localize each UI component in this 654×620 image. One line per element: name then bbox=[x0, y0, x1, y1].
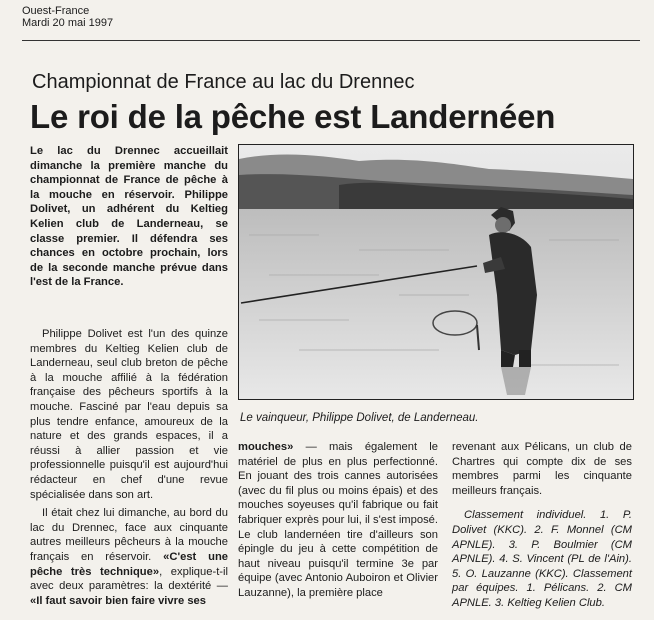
paper-name: Ouest-France bbox=[22, 5, 90, 17]
masthead-rule bbox=[22, 40, 640, 41]
article-headline: Le roi de la pêche est Landernéen bbox=[30, 98, 556, 135]
publication-date: Mardi 20 mai 1997 bbox=[22, 17, 114, 29]
body-paragraph bbox=[238, 440, 438, 601]
body-text: Il était chez lui dimanche, au bord du lac du Drennec, face aux cinquante autres meilleurs pêcheurs à la mouche français en réservoir. bbox=[30, 507, 228, 563]
body-column-1 bbox=[30, 327, 228, 612]
article-kicker: Championnat de France au lac du Drennec bbox=[32, 71, 415, 93]
body-paragraph: revenant aux Pélicans, un club de Chartres qui compte dix de ses membres parmi les cinquante meilleurs français. bbox=[452, 441, 632, 497]
body-text: , explique-t-il avec deux paramètres: la dextérité — bbox=[30, 565, 228, 593]
article-lede bbox=[30, 144, 228, 294]
masthead bbox=[22, 5, 113, 29]
quote-text: «Il faut savoir bien faire vivre ses bbox=[30, 594, 206, 607]
body-text: — mais également le matériel de plus en plus perfectionné. En jouant des trois cannes autorisées (avec du fil plus ou moins épais) et des mouches soyeuses qu'il fabrique ou fait fabriquer exprès pour lui, il s'est imposé. Le club landernéen tire d'ailleurs son épingle du jeu à cette compétition de haut niveau puisqu'il termine 3e par équipe (avec Antonio Auboiron et Olivier Lauzanne), la première place bbox=[238, 441, 438, 599]
photo-image bbox=[239, 145, 633, 399]
quote-text: «C'est une pêche très technique» bbox=[30, 550, 228, 578]
body-column-3 bbox=[452, 440, 632, 615]
angler-photo bbox=[238, 144, 634, 400]
lede-text: Le lac du Drennec accueillait dimanche la première manche du championnat de France de pêche à la mouche en réservoir. Philippe Dolivet, un adhérent du Keltieg Kelien club de Landerneau, se classe premier. Il défendra ses chances en octobre prochain, lors de la seconde manche prévue dans l'est de la France. bbox=[30, 145, 228, 289]
body-column-2 bbox=[238, 440, 438, 605]
photo-caption: Le vainqueur, Philippe Dolivet, de Landerneau. bbox=[240, 412, 479, 424]
quote-text: mouches» bbox=[238, 441, 294, 453]
results-list: Classement individuel. 1. P. Dolivet (KKC). 2. F. Monnel (CM APNLE). 3. P. Boulmier (CM APNLE). 4. S. Vincent (PL de l'Ain). 5. O. Lauzanne (KKC). Classement par équipes. 1. Pélicans. 2. CM APNLE. 3. Keltieg Kelien Club. bbox=[452, 509, 632, 609]
body-paragraph: Philippe Dolivet est l'un des quinze membres du Keltieg Kelien club de Landerneau, seul club breton de pêche à la mouche affilié à la fédération française des pêcheurs sportifs à la mouche. Fasciné par l'eau depuis sa plus tendre enfance, amoureux de la nature et des grands espaces, il a réussi à allier passion et vie professionnelle puisqu'il est aujourd'hui rédacteur en chef d'une revue spécialisée dans son art. bbox=[30, 328, 228, 501]
body-paragraph bbox=[30, 506, 228, 608]
